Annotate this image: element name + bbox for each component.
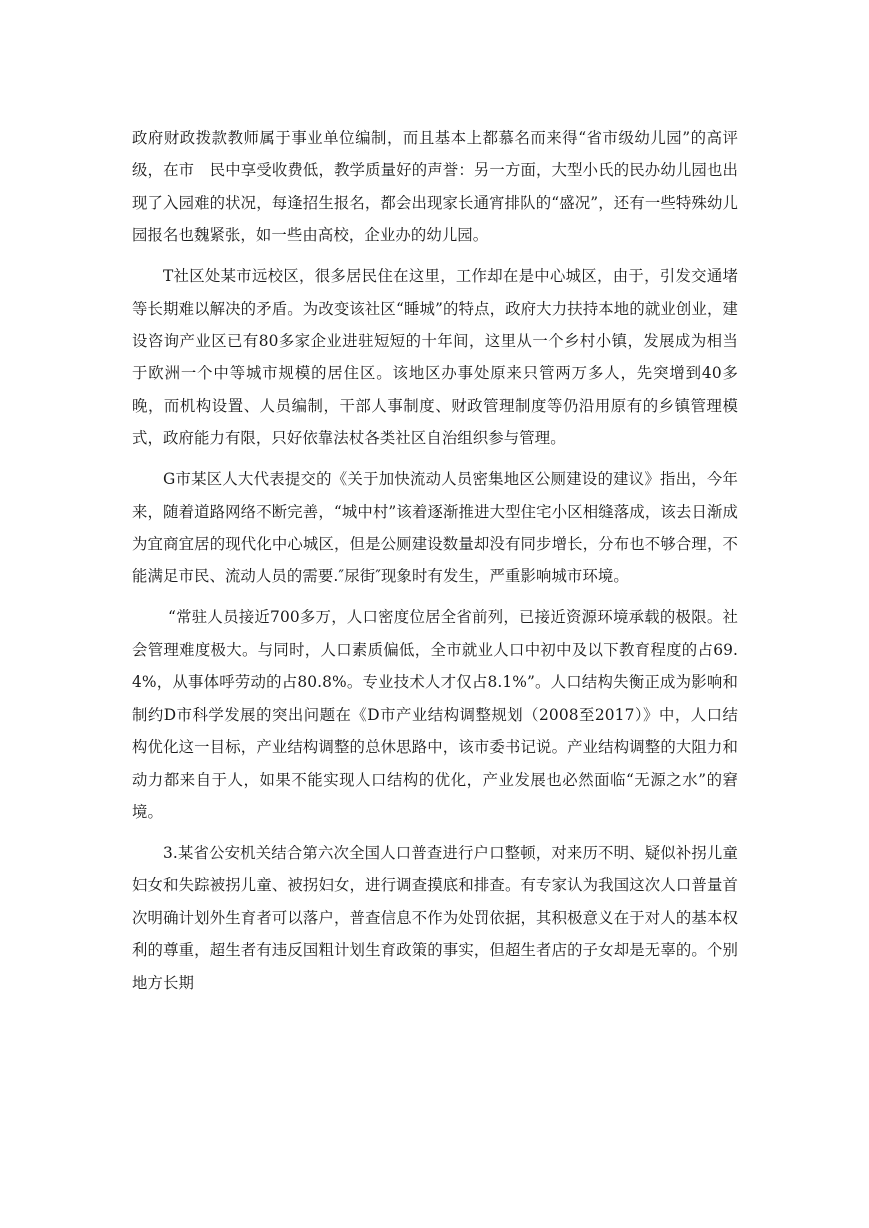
paragraph-population-structure: “常驻人员接近700多万，人口密度位居全省前列，已接近资源环境承载的极限。社会管理难度极大。与同时，人口素质偏低，全市就业人口中初中及以下教育程度的占69.4%，从事体呼劳动的占80.8%。专业技术人才仅占8.1%”。人口结构失衡正成为影响和制约D市科学发展的突出问题在《D市产业结构调整规划（2008至2017）》中，人口结构优化这一目标，产业结构调整的总休思路中，该市委书记说。产业结构调整的大阻力和动力都来自于人，如果不能实现人口结构的优化，产业发展也必然面临“无源之水”的窘境。 [132,608,738,821]
paragraph-public-toilet-proposal: G市某区人大代表提交的《关于加快流动人员密集地区公厕建设的建议》指出，今年来，随着道路网络不断完善，“城中村”该着逐渐推进大型住宅小区相缝落成，该去日渐成为宜商宜居的现代化中心城区，但是公厕建设数量却没有同步增长，分布也不够合理，不能满足市民、流动人员的需要.″尿街″现象时有发生，严重影响城市环境。 [132,470,738,586]
paragraph-t-community: T社区处某市远校区，很多居民住在这里，工作却在是中心城区，由于，引发交通堵等长期难以解决的矛盾。为改变该社区“睡城”的特点，政府大力扶持本地的就业创业，建设咨询产业区已有80多家企业进驻短短的十年间，这里从一个乡村小镇，发展成为相当于欧洲一个中等城市规模的居住区。该地区办事处原来只管两万多人，先突增到40多晚，而机构设置、人员编制，干部人事制度、财政管理制度等仍沿用原有的乡镇管理模式，政府能力有限，只好依靠法杖各类社区自治组织参与管理。 [132,267,738,448]
document-body [132,122,738,999]
paragraph-school-funding: 政府财政拨款教师属于事业单位编制，而且基本上都慕名而来得“省市级幼儿园”的高评级，在市 民中享受收费低，教学质量好的声誉：另一方面，大型小氏的民办幼儿园也出现了入园难的状况，每逢招生报名，都会出现家长通宵排队的“盛况”，还有一些特殊幼儿园报名也魏紧张，如一些由高校，企业办的幼儿园。 [132,129,738,245]
paragraph-census-registration: 3.某省公安机关结合第六次全国人口普查进行户口整顿，对来历不明、疑似补拐儿童妇女和失踪被拐儿童、被拐妇女，进行调查摸底和排查。有专家认为我国这次人口普量首次明确计划外生育者可以落户，普查信息不作为处罚依据，其积极意义在于对人的基本权利的尊重，超生者有违反国粗计划生育政策的事实，但超生者店的子女却是无辜的。个别地方长期 [132,843,738,992]
